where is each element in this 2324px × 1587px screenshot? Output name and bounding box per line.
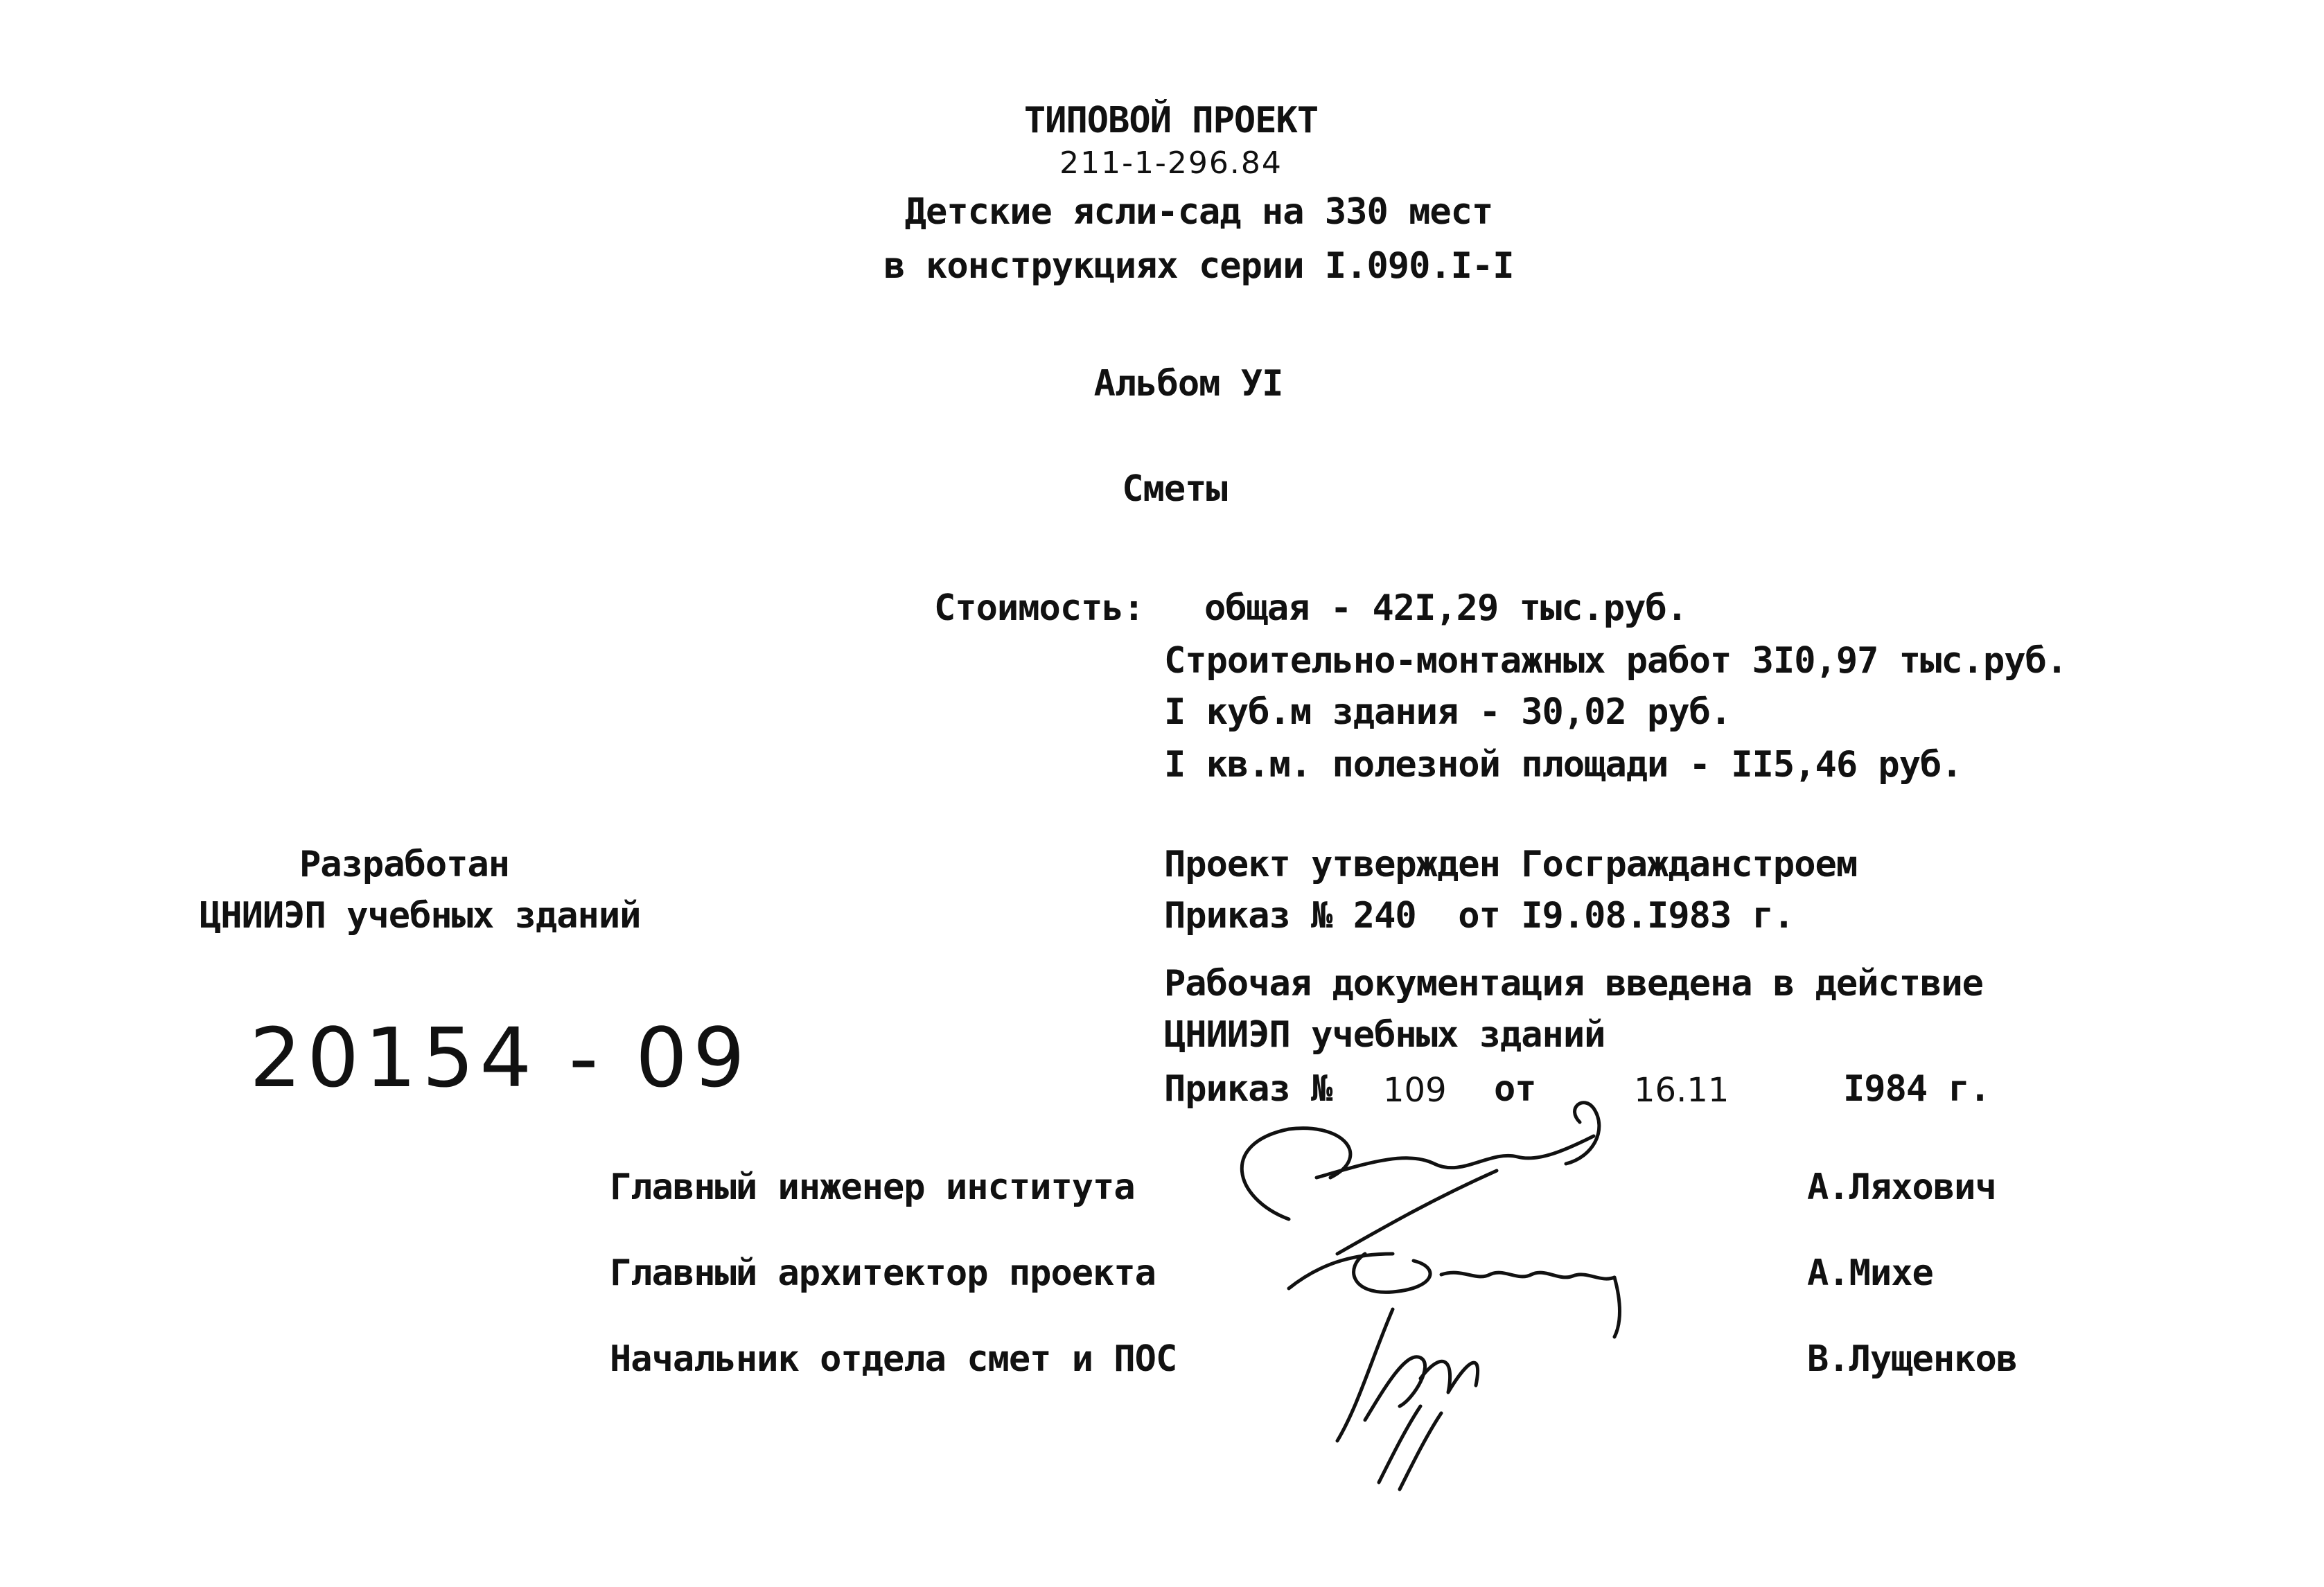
approval-line-1: Проект утвержден Госгражданстроем — [1164, 844, 1858, 885]
cost-construction: Строительно-монтажных работ 3I0,97 тыс.руб. — [1164, 640, 2068, 682]
cost-total: общая - 42I,29 тыс.руб. — [1204, 587, 1688, 629]
project-number: 211-1-296.84 — [1059, 145, 1283, 181]
album-label: Альбом УI — [1093, 363, 1283, 405]
enactment-order-label: Приказ № — [1164, 1068, 1332, 1110]
cost-per-cubic-meter: I куб.м здания - 30,02 руб. — [1164, 691, 1732, 733]
signatory-2-name: А.Михе — [1807, 1252, 1933, 1294]
enactment-line-2: ЦНИИЭП учебных зданий — [1164, 1014, 1605, 1056]
signatory-3-name: В.Лущенков — [1807, 1338, 2018, 1380]
section-label: Сметы — [1122, 468, 1227, 510]
developer-label: Разработан — [299, 844, 510, 885]
developer-org: ЦНИИЭП учебных зданий — [200, 895, 641, 937]
enactment-order-number: 109 — [1383, 1071, 1447, 1110]
enactment-order-date: 16.11 — [1634, 1071, 1729, 1110]
project-name-line-2: в конструкциях серии I.090.I-I — [883, 245, 1514, 287]
signatory-1-position: Главный инженер института — [610, 1167, 1135, 1208]
approval-line-2: Приказ № 240 от I9.08.I983 г. — [1164, 895, 1795, 937]
signatory-3-position: Начальник отдела смет и ПОС — [610, 1338, 1177, 1380]
document-title: ТИПОВОЙ ПРОЕКТ — [1023, 100, 1319, 141]
signatory-2-position: Главный архитектор проекта — [610, 1252, 1156, 1294]
registration-number: 20154 - 09 — [249, 1010, 751, 1106]
enactment-from-label: от — [1494, 1068, 1536, 1110]
cost-label: Стоимость: — [934, 587, 1145, 629]
cost-per-square-meter: I кв.м. полезной площади - II5,46 руб. — [1164, 744, 1962, 786]
signatory-1-name: А.Ляхович — [1807, 1167, 1996, 1208]
enactment-order-year: I984 г. — [1843, 1068, 1991, 1110]
enactment-line-1: Рабочая документация введена в действие — [1164, 963, 1983, 1004]
project-name-line-1: Детские ясли-сад на 330 мест — [904, 191, 1493, 233]
signature-3 — [1317, 1302, 1594, 1510]
